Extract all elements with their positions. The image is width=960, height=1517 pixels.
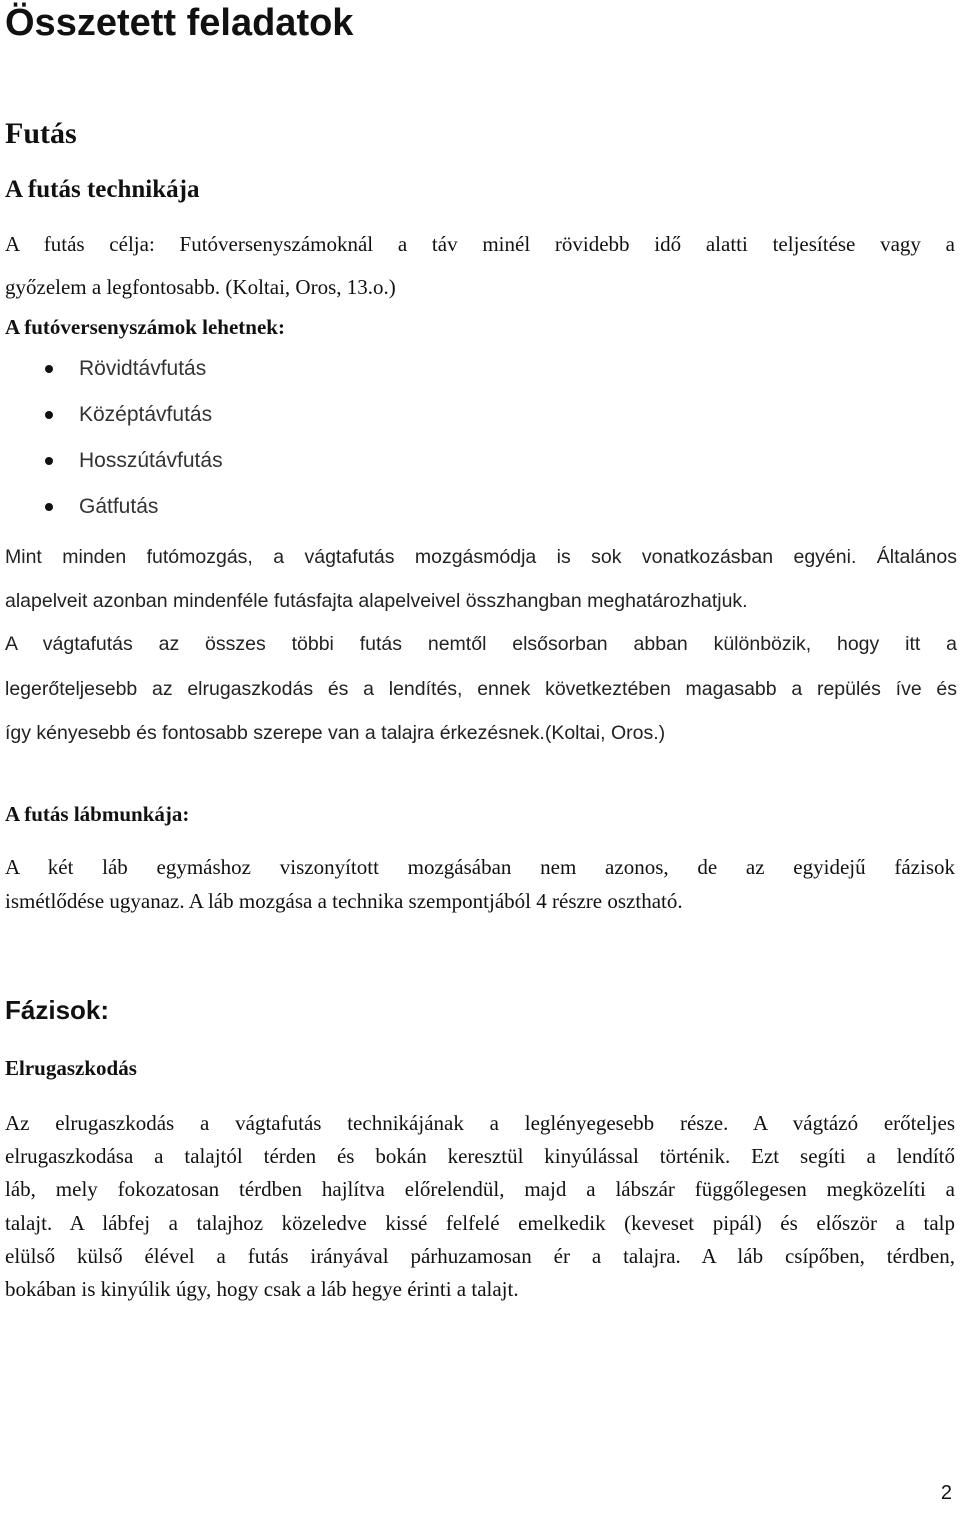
footwork-paragraph [5,850,955,918]
footwork-heading: A futás lábmunkája: [5,802,190,826]
phases-title: Fázisok: [5,995,110,1025]
bullet-icon [45,503,53,511]
paragraph-line: alapelveit azonban mindenféle futásfajta alapelveivel összhangban meghatározhatjuk. [5,590,748,612]
paragraph-line: elrugaszkodása a talajtól térden és bokán keresztül kinyúlással történik. Ezt segíti a lendítő [5,1144,955,1169]
section-title: Futás [5,117,77,150]
bullet-icon [45,411,53,419]
paragraph-line: talajt. A lábfej a talajhoz közeledve kissé felfelé emelkedik (keveset pipál) és először a talp [5,1210,955,1235]
paragraph-line: A két láb egymáshoz viszonyított mozgásában nem azonos, de az egyidejű fázisok [5,855,955,879]
intro-paragraph [5,223,955,309]
paragraph-line: Mint minden futómozgás, a vágtafutás mozgásmódja is sok vonatkozásban egyéni. Általános [5,546,957,568]
document-title: Összetett feladatok [5,2,354,44]
intro-line: győzelem a legfontosabb. (Koltai, Oros, 13.o.) [5,275,396,299]
list-item-label: Hosszútávfutás [79,449,223,472]
paragraph-line: bokában is kinyúlik úgy, hogy csak a láb hegye érinti a talajt. [5,1277,519,1302]
pushoff-heading: Elrugaszkodás [5,1056,137,1080]
bullet-icon [45,365,53,373]
paragraph-line: A vágtafutás az összes többi futás nemtől elsősorban abban különbözik, hogy itt a [5,633,957,655]
intro-line: A futás célja: Futóversenyszámoknál a táv minél rövidebb idő alatti teljesítése vagy a [5,232,955,256]
bullet-icon [45,457,53,465]
page-number: 2 [940,1482,952,1504]
general-paragraph [5,535,957,623]
paragraph-line: elülső külső élével a futás irányával párhuzamosan ér a talajra. A láb csípőben, térdben, [5,1243,955,1268]
sprint-paragraph [5,622,957,756]
paragraph-line: Az elrugaszkodás a vágtafutás technikájának a leglényegesebb része. A vágtázó erőteljes [5,1111,955,1135]
list-item-label: Rövidtávfutás [79,357,207,380]
pushoff-paragraph [5,1107,955,1306]
paragraph-line: legerőteljesebb az elrugaszkodás és a lendítés, ennek következtében magasabb a repülés íve és [5,677,957,700]
paragraph-line: ismétlődése ugyanaz. A láb mozgása a technika szempontjából 4 részre osztható. [5,889,683,913]
subsection-title: A futás technikája [5,176,200,203]
list-item-label: Gátfutás [79,495,159,518]
paragraph-line: így kényesebb és fontosabb szerepe van a talajra érkezésnek.(Koltai, Oros.) [5,722,666,744]
list-heading: A futóversenyszámok lehetnek: [5,315,285,339]
paragraph-line: láb, mely fokozatosan térdben hajlítva előrelendül, majd a lábszár függőlegesen megközelíti a [5,1177,955,1202]
list-item-label: Középtávfutás [79,403,213,426]
